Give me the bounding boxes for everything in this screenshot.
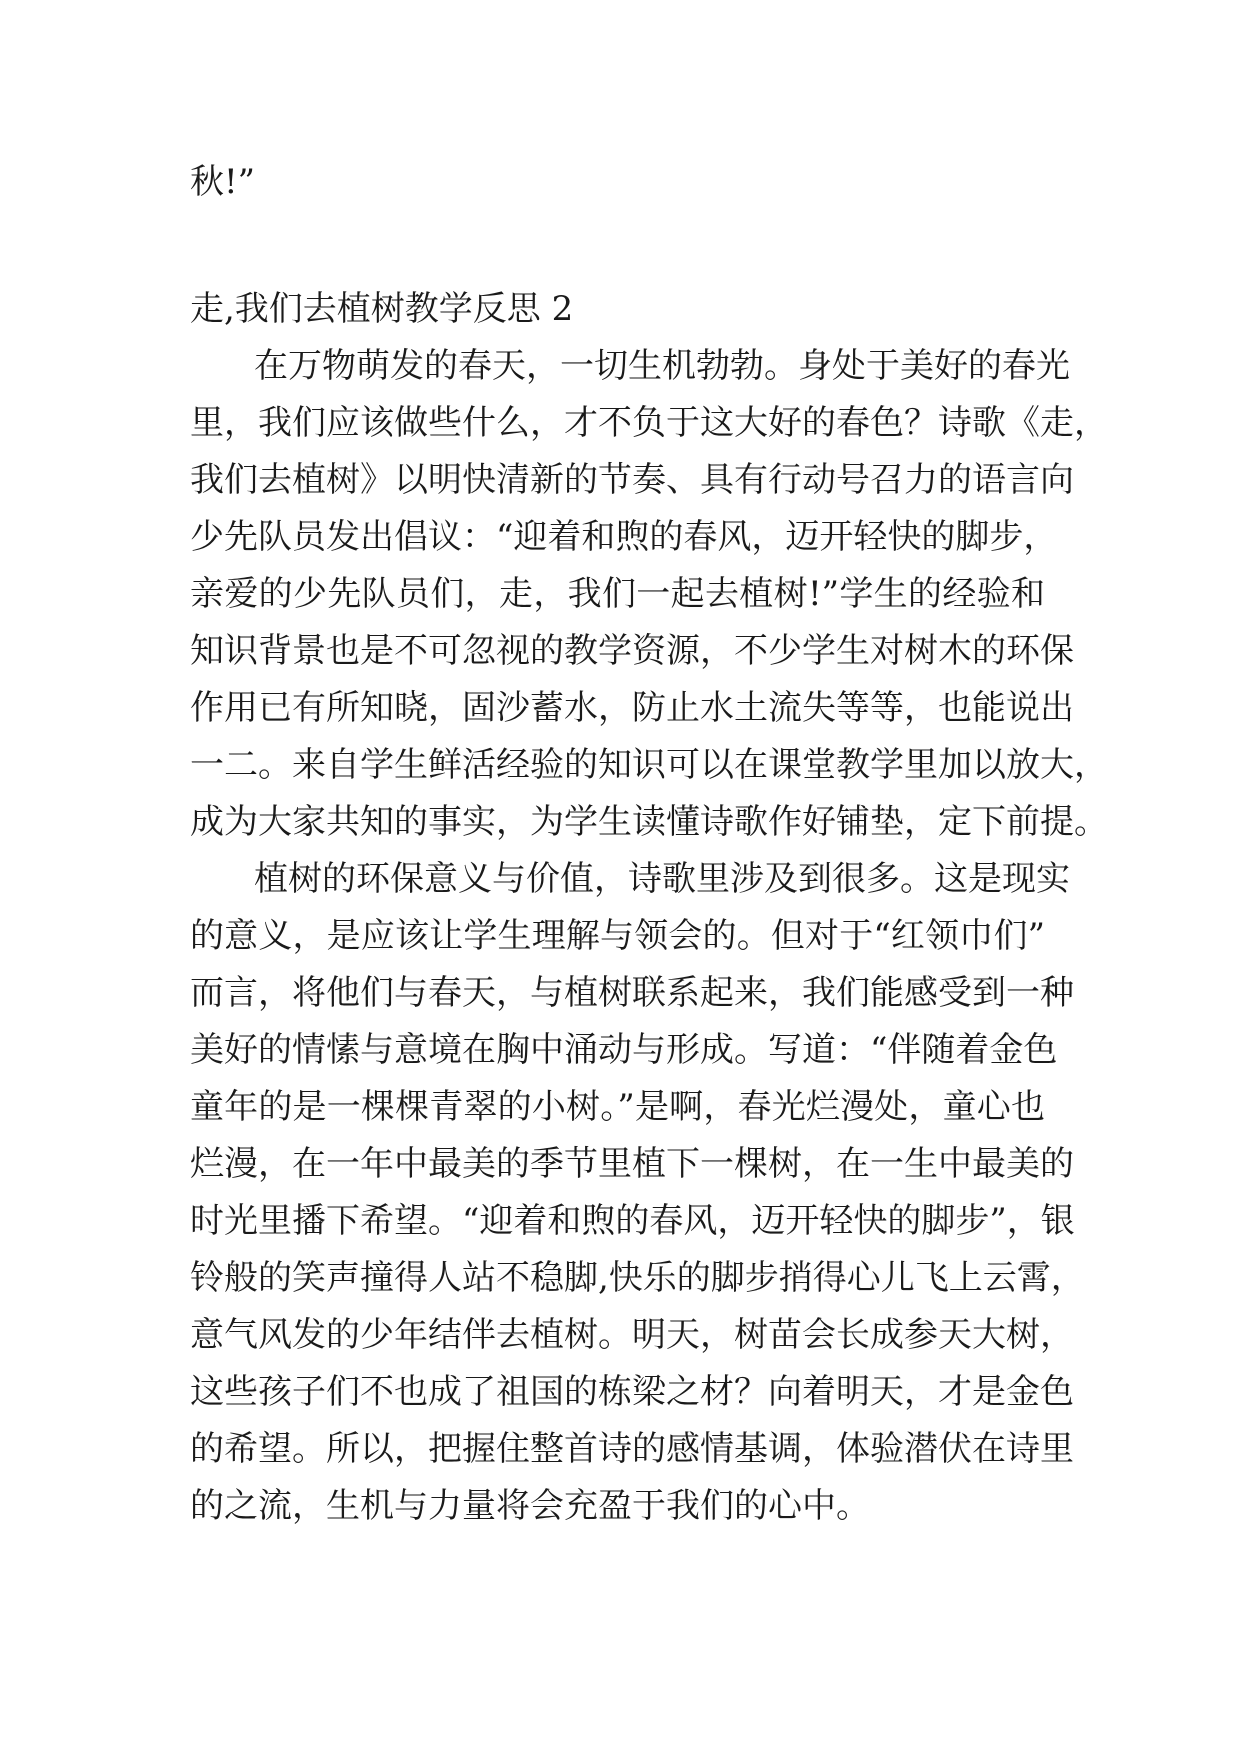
paragraph-line: 而言，将他们与春天，与植树联系起来，我们能感受到一种: [190, 973, 1074, 1013]
paragraph-line: 的意义，是应该让学生理解与领会的。但对于“红领巾们”: [190, 916, 1045, 956]
paragraph-line: 少先队员发出倡议：“迎着和煦的春风，迈开轻快的脚步，: [190, 517, 1058, 557]
paragraph-line: 里，我们应该做些什么，才不负于这大好的春色？诗歌《走，: [190, 403, 1108, 443]
paragraph-line: 美好的情愫与意境在胸中涌动与形成。写道：“伴随着金色: [190, 1030, 1058, 1070]
paragraph-line: 作用已有所知晓，固沙蓄水，防止水土流失等等，也能说出: [190, 688, 1074, 728]
paragraph-line: 成为大家共知的事实，为学生读懂诗歌作好铺垫，定下前提。: [190, 802, 1108, 842]
paragraph-line: 一二。来自学生鲜活经验的知识可以在课堂教学里加以放大，: [190, 745, 1108, 785]
paragraph-line: 意气风发的少年结伴去植树。明天，树苗会长成参天大树，: [190, 1315, 1074, 1355]
paragraph-line: 铃般的笑声撞得人站不稳脚,快乐的脚步捎得心儿飞上云霄，: [190, 1258, 1085, 1298]
paragraph-line: 我们去植树》以明快清新的节奏、具有行动号召力的语言向: [190, 460, 1074, 500]
paragraph-line: 的之流，生机与力量将会充盈于我们的心中。: [190, 1486, 870, 1526]
paragraph-line: 时光里播下希望。“迎着和煦的春风，迈开轻快的脚步”，银: [190, 1201, 1075, 1241]
paragraph-line: 这些孩子们不也成了祖国的栋梁之材？向着明天，才是金色: [190, 1372, 1074, 1412]
paragraph-line: 烂漫，在一年中最美的季节里植下一棵树，在一生中最美的: [190, 1144, 1074, 1184]
paragraph-line: 的希望。所以，把握住整首诗的感情基调，体验潜伏在诗里: [190, 1429, 1074, 1469]
paragraph-line: 童年的是一棵棵青翠的小树。”是啊，春光烂漫处，童心也: [190, 1087, 1045, 1127]
section-heading: 走,我们去植树教学反思 2: [190, 289, 574, 329]
previous-section-tail: 秋!”: [190, 162, 256, 202]
paragraph-line: 在万物萌发的春天，一切生机勃勃。身处于美好的春光: [254, 346, 1070, 386]
paragraph-line: 亲爱的少先队员们，走，我们一起去植树!”学生的经验和: [190, 574, 1045, 614]
paragraph-line: 植树的环保意义与价值，诗歌里涉及到很多。这是现实: [254, 859, 1070, 899]
paragraph-line: 知识背景也是不可忽视的教学资源，不少学生对树木的环保: [190, 631, 1074, 671]
